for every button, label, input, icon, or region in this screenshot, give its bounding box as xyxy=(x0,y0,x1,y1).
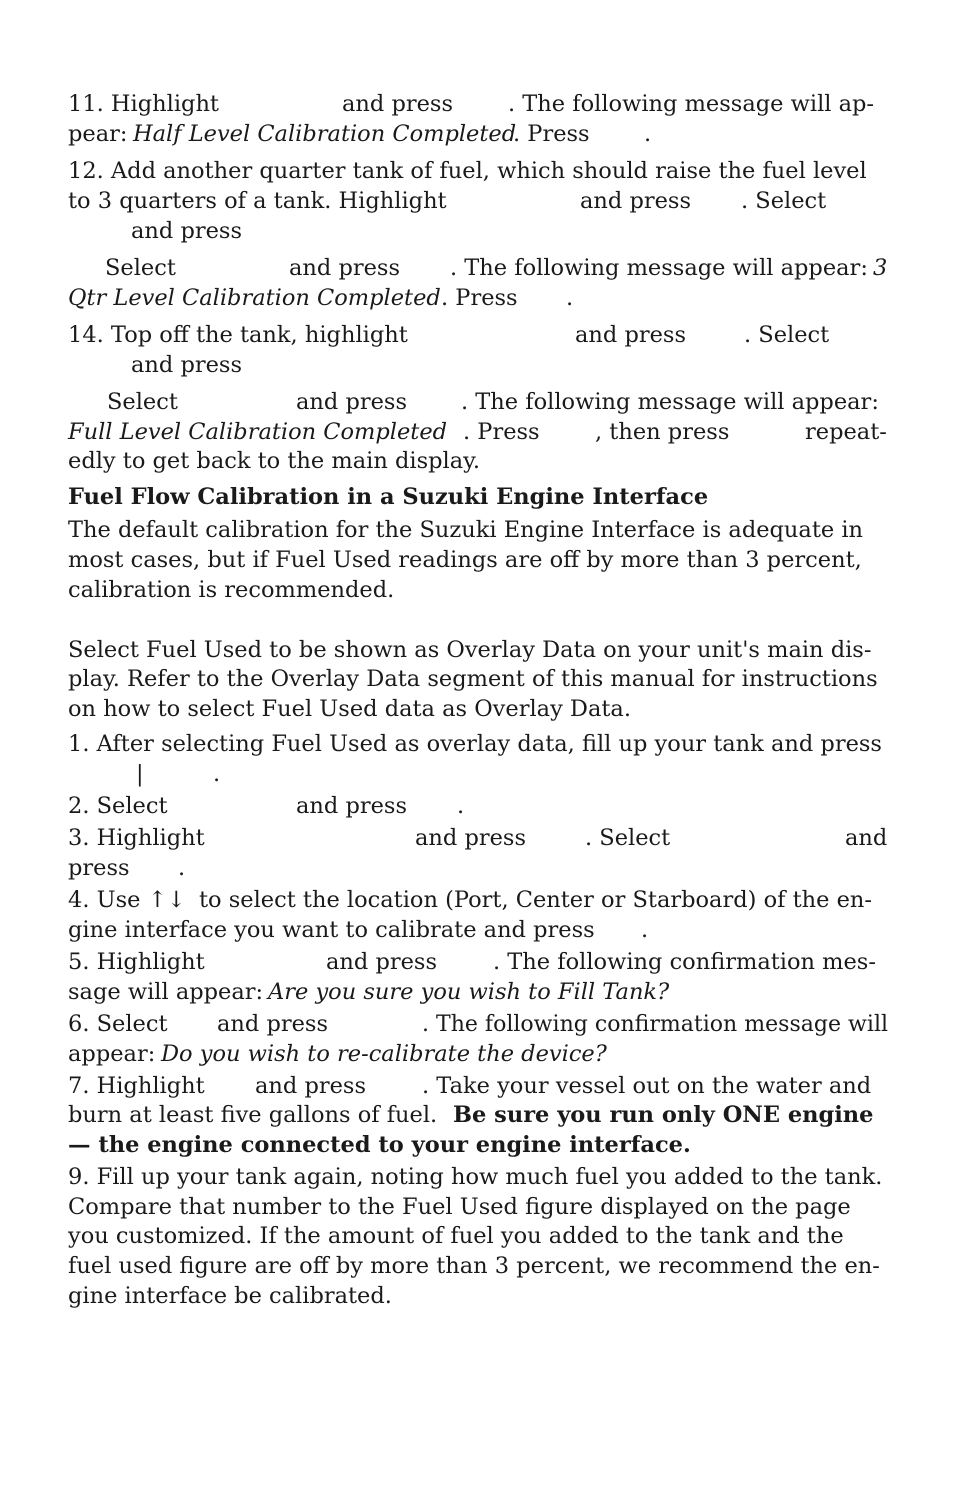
calib-step-6: and press xyxy=(217,1011,329,1037)
calib-step-7: burn at least five gallons of fuel. xyxy=(68,1102,438,1128)
calib-step-2: . xyxy=(457,793,465,819)
step-11-text: and press xyxy=(342,91,454,117)
calib-step-3: . xyxy=(178,855,186,881)
calib-step-7: . Take your vessel out on the water and xyxy=(422,1073,872,1099)
intro-text: The default calibration for the Suzuki Engine Interface is adequate in xyxy=(68,517,864,543)
section-heading: Fuel Flow Calibration in a Suzuki Engine Interface xyxy=(68,484,709,510)
step-11-text: pear: xyxy=(68,121,128,147)
step-13-text: Select xyxy=(105,255,176,281)
calib-step-5: . The following confirmation mes- xyxy=(493,949,876,975)
step-14-text: and press xyxy=(575,322,687,348)
step-15-text: repeat- xyxy=(805,419,887,445)
step-12-text: and press xyxy=(580,188,692,214)
step-15-text: and press xyxy=(296,389,408,415)
step-14-text: 14. Top off the tank, highlight xyxy=(68,322,408,348)
step-12-text: to 3 quarters of a tank. Highlight xyxy=(68,188,447,214)
step-15-message: Full Level Calibration Completed xyxy=(68,419,448,445)
step-11-text: . xyxy=(644,121,652,147)
calib-step-7: and press xyxy=(255,1073,367,1099)
step-15-text: edly to get back to the main display. xyxy=(68,448,480,474)
step-15-text: . The following message will appear: xyxy=(461,389,879,415)
overlay-text: on how to select Fuel Used data as Overlay Data. xyxy=(68,696,631,722)
calib-step-5: sage will appear: xyxy=(68,979,264,1005)
step-15-text: Select xyxy=(107,389,178,415)
step-15-text: , then press xyxy=(595,419,730,445)
calib-step-5: and press xyxy=(326,949,438,975)
calib-step-3: 3. Highlight xyxy=(68,825,205,851)
overlay-text: Select Fuel Used to be shown as Overlay Data on your unit's main dis- xyxy=(68,637,872,663)
calib-step-2: 2. Select xyxy=(68,793,168,819)
calib-step-6: . The following confirmation message will xyxy=(422,1011,889,1037)
overlay-text: play. Refer to the Overlay Data segment of this manual for instructions xyxy=(68,666,878,692)
calib-step-7: 7. Highlight xyxy=(68,1073,205,1099)
step-11-message: Half Level Calibration Completed xyxy=(133,121,517,147)
step-13-text: . The following message will appear: xyxy=(450,255,868,281)
calib-step-4: 4. Use xyxy=(68,887,141,913)
confirm-message: Do you wish to re-calibrate the device? xyxy=(161,1041,607,1067)
step-12-text: and press xyxy=(131,218,243,244)
step-13-text: . xyxy=(566,285,574,311)
calib-step-9: gine interface be calibrated. xyxy=(68,1283,392,1309)
step-13-text: . Press xyxy=(441,285,518,311)
calib-step-3: . Select xyxy=(585,825,671,851)
calib-step-2: and press xyxy=(296,793,408,819)
step-11-text: 11. Highlight xyxy=(68,91,219,117)
step-14-text: . Select xyxy=(744,322,830,348)
calib-step-3: press xyxy=(68,855,130,881)
confirm-message: Are you sure you wish to Fill Tank? xyxy=(268,979,670,1005)
step-13-message: Qtr Level Calibration Completed xyxy=(68,285,441,311)
calib-step-9: you customized. If the amount of fuel you added to the tank and the xyxy=(68,1223,844,1249)
calib-step-9: Compare that number to the Fuel Used figure displayed on the page xyxy=(68,1194,851,1220)
calib-step-1: 1. After selecting Fuel Used as overlay data, fill up your tank and press xyxy=(68,731,882,757)
step-13-message: 3 xyxy=(873,255,888,281)
calib-step-1: . xyxy=(213,761,221,787)
calib-step-5: 5. Highlight xyxy=(68,949,205,975)
warning-text: Be sure you run only ONE engine xyxy=(453,1102,874,1128)
calib-step-6: 6. Select xyxy=(68,1011,168,1037)
calib-step-9: 9. Fill up your tank again, noting how much fuel you added to the tank. xyxy=(68,1164,883,1190)
step-12-text: 12. Add another quarter tank of fuel, which should raise the fuel level xyxy=(68,158,867,184)
step-11-text: . The following message will ap- xyxy=(508,91,875,117)
key-separator: | xyxy=(136,761,144,787)
calib-step-3: and xyxy=(845,825,888,851)
arrow-keys-icon: ↑↓ xyxy=(148,887,186,913)
calib-step-3: and press xyxy=(415,825,527,851)
step-15-text: . Press xyxy=(463,419,540,445)
step-14-text: and press xyxy=(131,352,243,378)
intro-text: calibration is recommended. xyxy=(68,577,395,603)
step-13-text: and press xyxy=(289,255,401,281)
step-11-text: . Press xyxy=(513,121,590,147)
calib-step-4: gine interface you want to calibrate and press xyxy=(68,917,595,943)
step-12-text: . Select xyxy=(741,188,827,214)
calib-step-4: . xyxy=(641,917,649,943)
intro-text: most cases, but if Fuel Used readings are off by more than 3 percent, xyxy=(68,547,862,573)
warning-text: — the engine connected to your engine interface. xyxy=(68,1132,691,1158)
calib-step-4: to select the location (Port, Center or Starboard) of the en- xyxy=(199,887,873,913)
calib-step-9: fuel used figure are off by more than 3 percent, we recommend the en- xyxy=(68,1253,880,1279)
calib-step-6: appear: xyxy=(68,1041,156,1067)
